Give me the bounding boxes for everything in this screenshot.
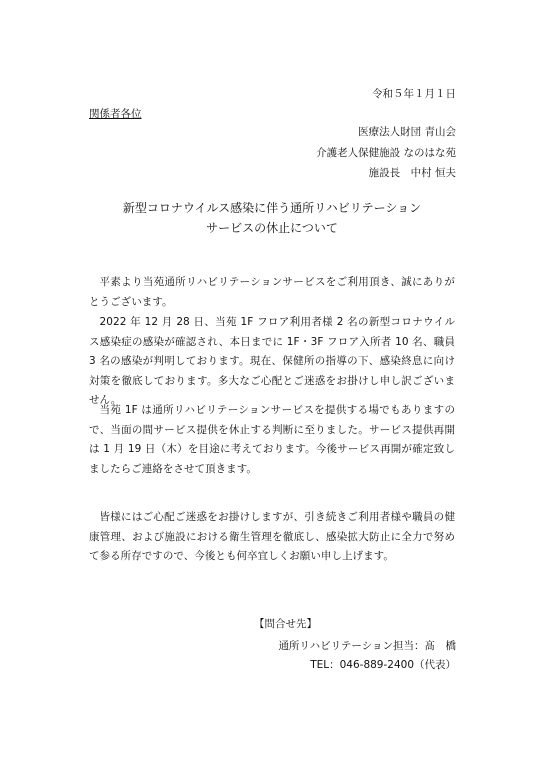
document-date: 令和５年１月１日 xyxy=(372,88,456,100)
sender-organization: 医療法人財団 青山会 xyxy=(358,126,456,138)
addressee: 関係者各位 xyxy=(89,108,142,120)
sender-director: 施設長 中村 恒夫 xyxy=(368,167,456,179)
contact-heading: 【問合せ先】 xyxy=(254,618,317,630)
document-title xyxy=(0,198,544,238)
sender-facility: 介護老人保健施設 なのはな苑 xyxy=(316,147,456,159)
body-paragraph-apology: 皆様にはご心配ご迷惑をお掛けしますが、引き続きご利用者様や職員の健康管理、および施設における衛生管理を徹底し、感染拡大防止に全力で努めて参る所存ですので、今後とも何卒宜しくお願い申し上げます。 xyxy=(89,511,455,562)
body-paragraph-greeting: 平素より当苑通所リハビリテーションサービスをご利用頂き、誠にありがとうございます。 xyxy=(89,276,455,308)
contact-telephone: TEL：046-889-2400（代表） xyxy=(310,659,456,671)
contact-person: 通所リハビリテーション担当：髙 橋 xyxy=(278,640,456,652)
body-paragraph-infection-report: 2022 年 12 月 28 日、当苑 1F フロア利用者様 2 名の新型コロナウイルス感染症の感染が確認され、本日までに 1F・3F フロア入所者 10 名、職員 3 名の感染が判明しております。現在、保健所の指導の下、感染終息に向け対策を徹底しております。多大なご心配とご迷惑をお掛けし申し訳ございません。 xyxy=(89,316,455,406)
title-line-2: サービスの休止について xyxy=(206,221,338,235)
title-line-1: 新型コロナウイルス感染に伴う通所リハビリテーション xyxy=(122,201,422,215)
body-paragraph-service-suspension: 当苑 1F は通所リハビリテーションサービスを提供する場でもありますので、当面の間サービス提供を休止する判断に至りました。サービス提供再開は 1 月 19 日（木）を目途に考えております。今後サービス再開が確定致しましたらご連絡をさせて頂きます。 xyxy=(89,404,455,475)
